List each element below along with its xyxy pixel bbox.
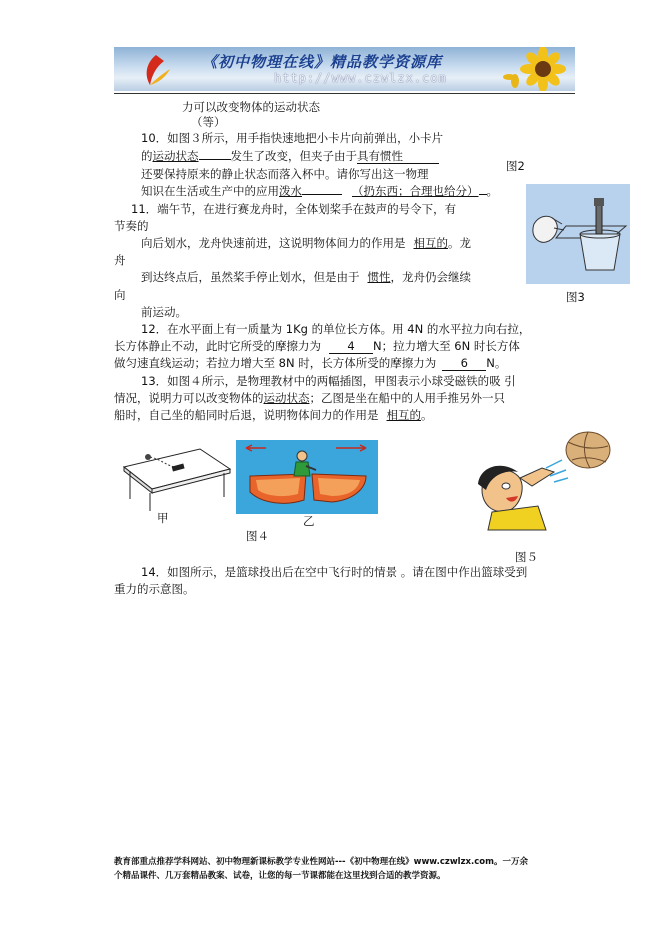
site-logo-icon	[142, 53, 172, 87]
basketball-player-icon	[462, 420, 612, 532]
hand-card-cup-icon	[526, 184, 630, 284]
q10-line-b: 的运动状态 发生了改变，但夹子由于具有惯性	[141, 149, 439, 164]
figure-3-image	[526, 184, 630, 284]
q13-answer-1: 运动状态	[263, 391, 310, 405]
footer-line-2: 个精品课件、几万套精品教案、试卷，让您的每一节课都能在这里找到合适的教学资源。	[114, 871, 446, 881]
q10-line-d: 知识在生活或生产中的应用泼水 （扔东西；合理也给分） 。	[141, 184, 498, 198]
q12-answer-2: 6	[442, 357, 486, 371]
fig2-caption: 图2	[506, 159, 525, 173]
q10-answer-3: 泼水	[279, 184, 302, 198]
q11-line-e: 到达终点后，虽然桨手停止划水，但是由于 惯性，龙舟仍会继续	[141, 270, 471, 284]
q14-line-b: 重力的示意图。	[114, 582, 195, 596]
fig4-caption: 图４	[246, 529, 269, 543]
q11-line-b: 节奏的	[114, 219, 149, 233]
q10-answer-2: 具有惯性	[357, 150, 439, 164]
banner-divider	[114, 93, 575, 94]
q10-line-c: 还要保持原来的静止状态而落入杯中。请你写出这一物理	[141, 167, 429, 181]
answer-line-1: 力可以改变物体的运动状态	[182, 100, 320, 114]
q12-line-c: 做匀速直线运动；若拉力增大至 8N 时，长方体所受的摩擦力为 6 N。	[114, 356, 507, 370]
banner-url: http://www.czwlzx.com	[274, 71, 447, 85]
figure-5-image	[462, 420, 612, 532]
answer-line-2: （等）	[191, 115, 226, 129]
q12-answer-1: 4	[329, 340, 373, 354]
figure-4-yi-image	[236, 440, 378, 514]
banner-title: 《初中物理在线》精品教学资源库	[202, 53, 443, 71]
jia-caption: 甲	[157, 511, 169, 525]
footer-line-1: 教育部重点推荐学科网站、初中物理新课标教学专业性网站---《初中物理在线》www.czwlzx.com。一万余	[114, 857, 528, 867]
header-banner	[114, 47, 575, 91]
q13-answer-2: 相互的	[386, 408, 421, 422]
q11-line-c: 向后划水，龙舟快速前进，这说明物体间力的作用是 相互的。龙	[141, 236, 471, 250]
boats-push-icon	[236, 440, 378, 514]
q11-line-f: 向	[114, 288, 126, 302]
figure-4-jia-image	[120, 437, 232, 513]
q14-line-a: 14．如图所示，是篮球投出后在空中飞行时的情景 。请在图中作出篮球受到	[141, 565, 528, 579]
q11-answer-1: 相互的	[413, 236, 448, 250]
q11-line-g: 前运动。	[141, 305, 187, 319]
q13-line-a: 13．如图４所示，是物理教材中的两幅插图，甲图表示小球受磁铁的吸 引	[141, 374, 516, 388]
q10-line-a: 10．如图３所示，用手指快速地把小卡片向前弹出，小卡片	[141, 131, 444, 145]
fig3-caption: 图3	[566, 290, 585, 304]
fig5-caption: 图５	[515, 550, 538, 564]
table-magnet-ball-icon	[120, 437, 232, 513]
sunflower-icon	[505, 47, 575, 91]
q13-line-c: 船时，自己坐的船同时后退，说明物体间力的作用是 相互的。	[114, 408, 433, 422]
q12-line-b: 长方体静止不动，此时它所受的摩擦力为 4 N；拉力增大至 6N 时长方体	[114, 339, 520, 353]
q11-line-a: 11．端午节，在进行赛龙舟时，全体划桨手在鼓声的号令下，有	[131, 202, 457, 216]
yi-caption: 乙	[303, 514, 315, 528]
q13-line-b: 情况，说明力可以改变物体的运动状态；乙图是坐在船中的人用手推另外一只	[114, 391, 505, 405]
q10-answer-1: 运动状态	[152, 149, 199, 163]
q11-line-d: 舟	[114, 253, 126, 267]
q11-answer-2: 惯性	[367, 270, 391, 284]
q12-line-a: 12．在水平面上有一质量为 1Kg 的单位长方体。用 4N 的水平拉力向右拉，	[141, 322, 531, 336]
q10-answer-4: （扔东西；合理也给分）	[352, 184, 479, 198]
